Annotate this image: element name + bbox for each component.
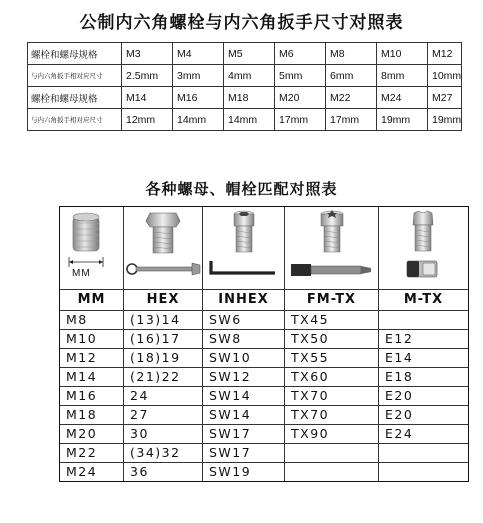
metric-table-cell: M8 <box>326 43 377 65</box>
torx-socket-icon <box>379 257 468 283</box>
metric-row-label: 与内六角扳手相对应尺寸 <box>28 109 122 131</box>
header-m-tx: M-TX <box>403 292 444 307</box>
match-table-cell: M14 <box>60 368 124 386</box>
match-table-cell: SW19 <box>203 463 285 481</box>
match-table-row <box>60 444 468 463</box>
header-mm: MM <box>60 290 124 310</box>
match-table-cell: SW17 <box>203 444 285 462</box>
header-row <box>60 290 468 311</box>
metric-table-cell: 17mm <box>326 109 377 131</box>
match-table-cell: TX90 <box>285 425 379 443</box>
match-table-cell: SW8 <box>203 330 285 348</box>
metric-table-cell: M3 <box>122 43 173 65</box>
metric-table-cell: M27 <box>428 87 462 109</box>
match-table-cell: M22 <box>60 444 124 462</box>
match-table-row <box>60 387 468 406</box>
metric-row-label: 与内六角扳手相对应尺寸 <box>28 65 122 87</box>
match-table-cell: (34)32 <box>124 444 203 462</box>
match-table-row <box>60 311 468 330</box>
metric-table-cell: 4mm <box>224 65 275 87</box>
match-table-cell: 24 <box>124 387 203 405</box>
match-table-cell: E20 <box>385 407 414 422</box>
match-table-cell: M16 <box>60 387 124 405</box>
metric-table-cell: 3mm <box>173 65 224 87</box>
match-table-cell <box>379 444 468 462</box>
metric-table-cell: 14mm <box>224 109 275 131</box>
match-table-cell: SW14 <box>203 406 285 424</box>
metric-table-row <box>28 87 462 109</box>
metric-table-row <box>28 65 462 87</box>
m-tx-image-cell <box>379 207 468 289</box>
match-table-row <box>60 330 468 349</box>
metric-table-cell: M4 <box>173 43 224 65</box>
match-table-cell <box>379 463 468 481</box>
match-table-cell: TX70 <box>285 387 379 405</box>
metric-table-cell: M18 <box>224 87 275 109</box>
match-table-cell <box>285 444 379 462</box>
metric-table-cell: 6mm <box>326 65 377 87</box>
match-table-cell: E14 <box>385 350 414 365</box>
image-row <box>60 207 468 290</box>
metric-row-label: 螺栓和螺母规格 <box>28 43 122 65</box>
match-table-cell: M24 <box>60 463 124 481</box>
match-table-cell: E20 <box>385 388 414 403</box>
wrench-icon <box>124 259 203 279</box>
metric-table-cell: 2.5mm <box>122 65 173 87</box>
match-table-cell: SW14 <box>203 387 285 405</box>
match-table-cell: 27 <box>124 406 203 424</box>
header-fm-tx: FM-TX <box>285 290 379 310</box>
match-table-cell: M10 <box>60 330 124 348</box>
match-table-cell: E12 <box>385 331 414 346</box>
nut-icon <box>60 207 124 289</box>
match-table-cell: TX45 <box>285 311 379 329</box>
metric-table-cell: M14 <box>122 87 173 109</box>
match-table-row <box>60 349 468 368</box>
match-table-row <box>60 463 468 481</box>
header-inhex: INHEX <box>203 290 285 310</box>
match-table-cell: SW12 <box>203 368 285 386</box>
fm-tx-image-cell <box>285 207 379 289</box>
match-table-cell: TX70 <box>285 406 379 424</box>
match-table-cell: TX60 <box>285 368 379 386</box>
metric-table-row <box>28 43 462 65</box>
metric-size-table <box>27 42 462 131</box>
hex-image-cell <box>124 207 203 289</box>
match-table-cell: (13)14 <box>124 311 203 329</box>
nut-dimension-label: MM <box>72 268 91 279</box>
metric-table-cell: 12mm <box>122 109 173 131</box>
metric-table-cell: M22 <box>326 87 377 109</box>
match-table-cell: E18 <box>385 369 414 384</box>
match-table-cell: TX50 <box>285 330 379 348</box>
match-table-cell: M18 <box>60 406 124 424</box>
match-table-row <box>60 406 468 425</box>
match-table <box>59 206 469 482</box>
metric-table-cell: M20 <box>275 87 326 109</box>
match-table-cell: SW6 <box>203 311 285 329</box>
match-table-cell: M20 <box>60 425 124 443</box>
nut-image-cell <box>60 207 124 289</box>
match-table-row <box>60 425 468 444</box>
match-table-title: 各种螺母、帽栓匹配对照表 <box>145 180 338 198</box>
metric-table-title: 公制内六角螺栓与内六角扳手尺寸对照表 <box>79 13 404 33</box>
match-table-cell: (18)19 <box>124 349 203 367</box>
match-table-cell: TX55 <box>285 349 379 367</box>
inhex-image-cell <box>203 207 285 289</box>
match-table-cell: (21)22 <box>124 368 203 386</box>
metric-table-cell: 8mm <box>377 65 428 87</box>
match-table-cell <box>285 463 379 481</box>
hex-key-icon <box>203 257 285 283</box>
match-table-cell: M12 <box>60 349 124 367</box>
metric-table-cell: M5 <box>224 43 275 65</box>
metric-table-cell: 17mm <box>275 109 326 131</box>
match-table-cell: SW17 <box>203 425 285 443</box>
metric-table-row <box>28 109 462 131</box>
metric-table-cell: 10mm <box>428 65 462 87</box>
match-table-cell: SW10 <box>203 349 285 367</box>
match-table-row <box>60 368 468 387</box>
header-hex: HEX <box>124 290 203 310</box>
metric-table-cell: 14mm <box>173 109 224 131</box>
metric-table-cell: 19mm <box>428 109 462 131</box>
metric-table-cell: M10 <box>377 43 428 65</box>
match-table-cell: M8 <box>60 311 124 329</box>
match-table-cell: 30 <box>124 425 203 443</box>
metric-table-cell: 19mm <box>377 109 428 131</box>
metric-table-cell: M24 <box>377 87 428 109</box>
match-table-cell: (16)17 <box>124 330 203 348</box>
metric-table-cell: M6 <box>275 43 326 65</box>
match-table-cell: 36 <box>124 463 203 481</box>
metric-table-cell: M16 <box>173 87 224 109</box>
metric-table-cell: 5mm <box>275 65 326 87</box>
match-table-cell: E24 <box>385 426 414 441</box>
metric-table-cell: M12 <box>428 43 462 65</box>
match-table-cell <box>379 311 468 329</box>
metric-row-label: 螺栓和螺母规格 <box>28 87 122 109</box>
torx-bit-icon <box>285 259 379 281</box>
